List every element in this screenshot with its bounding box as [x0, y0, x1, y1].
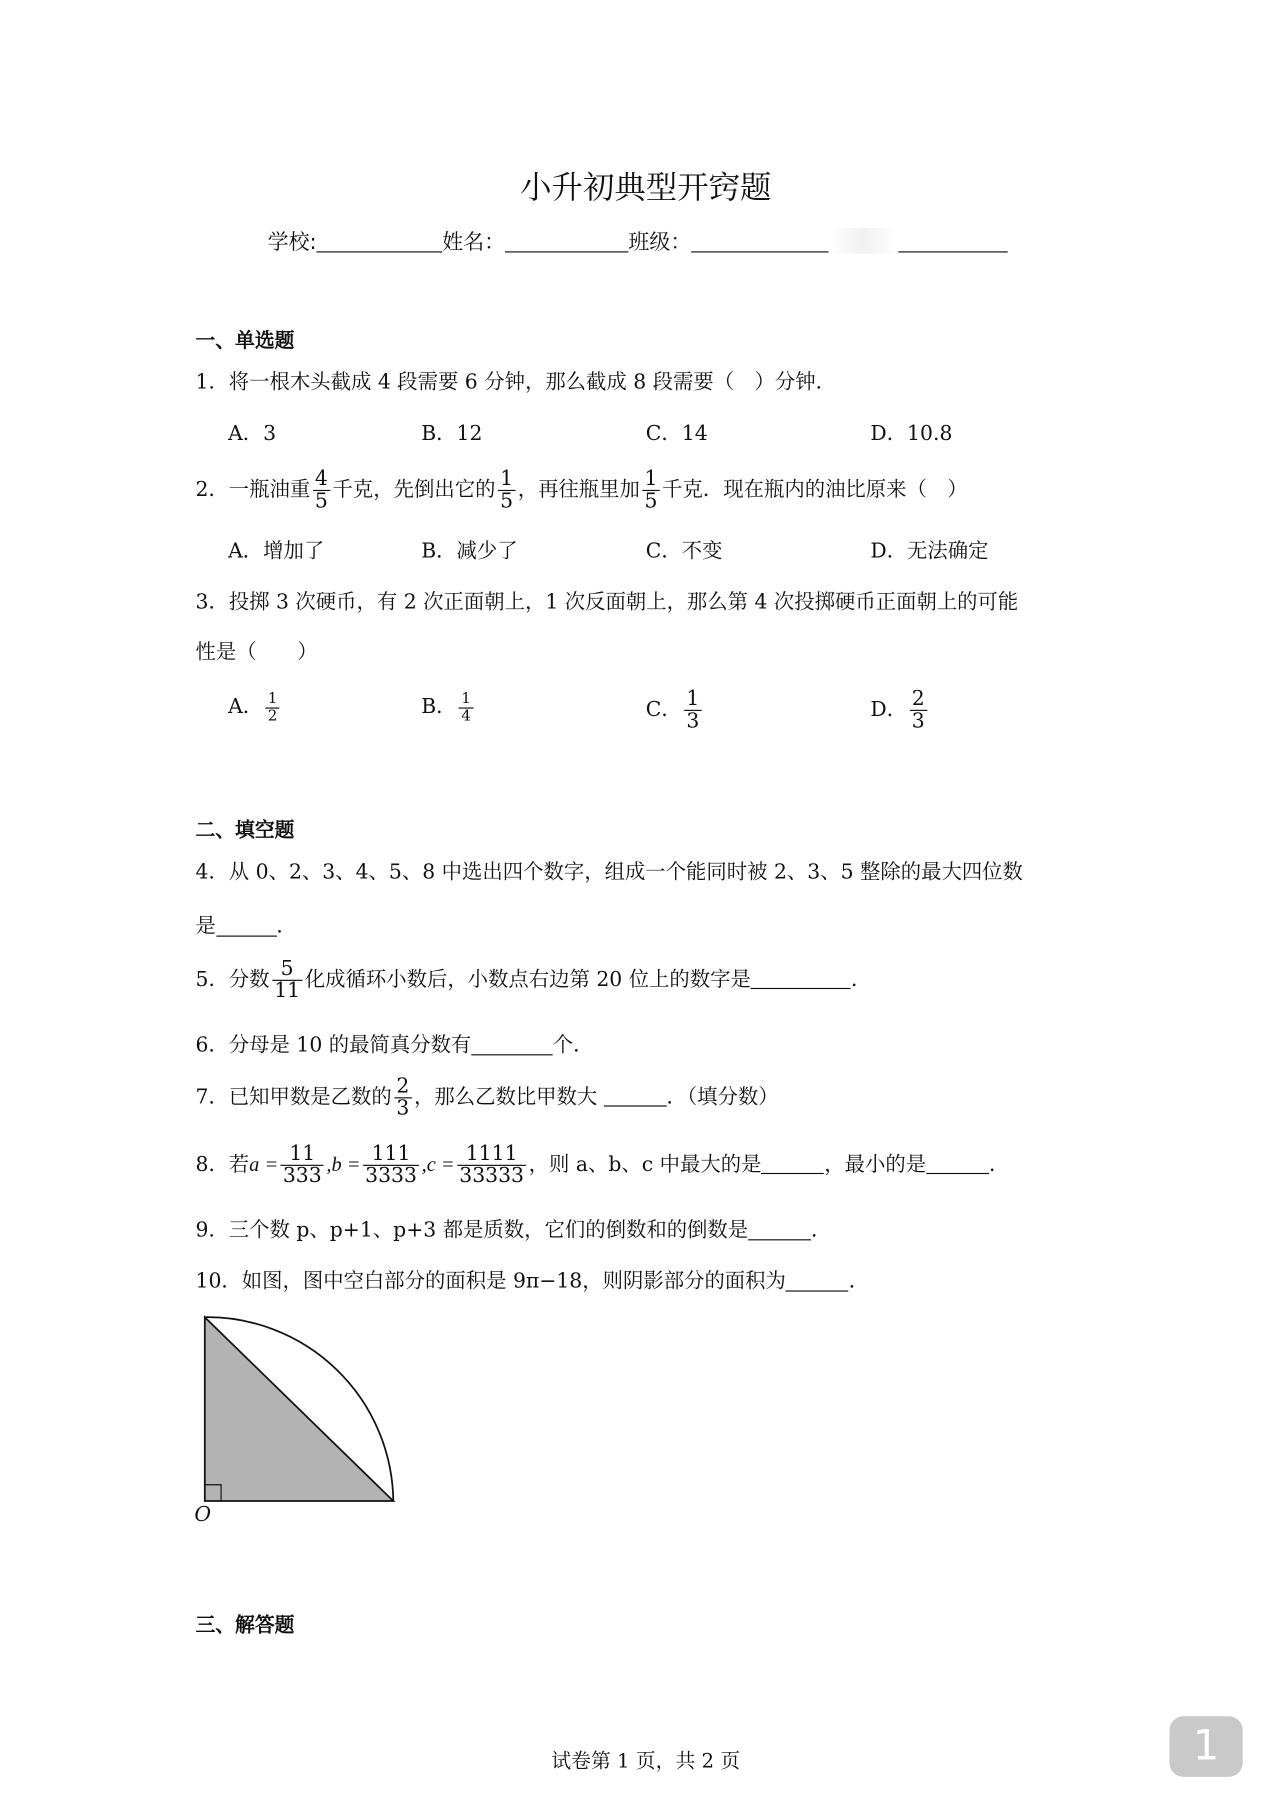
question-9: 9．三个数 p、p+1、p+3 都是质数，它们的倒数和的倒数是 ．: [195, 1218, 832, 1243]
origin-label: O: [194, 1503, 212, 1527]
question-4-line1: 4．从 0、2、3、4、5、8 中选出四个数字，组成一个能同时被 2、3、5 整除的最大四位数: [195, 861, 1023, 885]
question-3-line1: 3．投掷 3 次硬币，有 2 次正面朝上，1 次反面朝上，那么第 4 次投掷硬币正面朝上的可能: [195, 591, 1019, 615]
question-6: 6．分母是 10 的最简真分数有 个．: [195, 1033, 594, 1058]
question-5: 5．分数 $\frac{5}{11}$ 化成循环小数后，小数点右边第 20 位上的数字是 ．: [195, 957, 872, 1004]
name-label: 姓名：: [442, 230, 506, 255]
school-blank[interactable]: [317, 230, 443, 252]
page-footer: 试卷第 1 页，共 2 页: [551, 1750, 741, 1774]
answer-blank[interactable]: [748, 1218, 811, 1240]
name-blank[interactable]: [505, 230, 628, 252]
section-heading-single-choice: 一、单选题: [195, 329, 295, 353]
school-label: 学校:: [267, 230, 317, 255]
answer-blank[interactable]: [216, 915, 277, 937]
question-8: 8．若a = $\frac{11}{333}$ ,b = $\frac{111}{3333}$ ,c = $\frac{1111}{33333}$ ，则 a、b、c 中最大的是 ，最小的是 ．: [195, 1142, 1010, 1189]
q2-text: 2．一瓶油重: [195, 478, 311, 502]
q2-option-c: C．不变: [645, 539, 723, 564]
answer-blank-max[interactable]: [761, 1153, 824, 1175]
q1-option-b: B．12: [421, 422, 483, 446]
q2-text: 千克．现在瓶内的油比原来（ ）: [662, 478, 968, 502]
q3-option-a: A． $\frac{1}{2}$: [228, 691, 282, 724]
question-1: 1．将一根木头截成 4 段需要 6 分钟，那么截成 8 段需要（ ）分钟．: [195, 371, 836, 395]
q3-option-c: C． $\frac{1}{3}$: [646, 689, 704, 733]
shaded-triangle: [205, 1317, 394, 1501]
class-label: 班级：: [628, 230, 692, 255]
question-4-line2: 是 ．: [195, 915, 297, 939]
q1-option-c: C．14: [645, 422, 708, 446]
q2-option-a: A．增加了: [228, 539, 325, 564]
fraction: $\frac{1}{5}$: [642, 469, 660, 513]
section-heading-solve: 三、解答题: [195, 1613, 295, 1638]
quarter-circle-figure: [186, 1309, 419, 1542]
question-2: [195, 469, 967, 513]
q2-text: ，再往瓶里加: [517, 478, 640, 502]
question-10: 10．如图，图中空白部分的面积是 9π−18，则阴影部分的面积为 ．: [195, 1270, 870, 1294]
q2-text: 千克，先倒出它的: [332, 478, 496, 502]
answer-blank[interactable]: [751, 968, 851, 990]
question-7: 7．已知甲数是乙数的 $\frac{2}{3}$ ，那么乙数比甲数大 ．（填分数）: [195, 1075, 779, 1121]
question-3-line2: 性是（ ）: [195, 641, 318, 665]
answer-blank[interactable]: [786, 1269, 849, 1291]
fraction: $\frac{4}{5}$: [313, 469, 331, 513]
q2-option-d: D．无法确定: [870, 539, 989, 564]
q1-option-a: A．3: [228, 422, 277, 446]
answer-blank[interactable]: [604, 1085, 667, 1107]
q3-option-b: B． $\frac{1}{4}$: [421, 691, 475, 724]
redacted-area: [828, 228, 898, 254]
answer-blank[interactable]: [471, 1033, 552, 1055]
page-title: 小升初典型开窍题: [520, 169, 772, 206]
q1-option-d: D．10.8: [870, 422, 953, 446]
page-number-badge[interactable]: 1: [1169, 1716, 1242, 1777]
fraction: $\frac{1}{5}$: [498, 469, 516, 513]
q3-option-d: D． $\frac{2}{3}$: [870, 689, 929, 733]
section-heading-fill-blank: 二、填空题: [195, 819, 295, 843]
q2-option-b: B．减少了: [421, 539, 518, 564]
answer-blank-min[interactable]: [926, 1153, 989, 1175]
